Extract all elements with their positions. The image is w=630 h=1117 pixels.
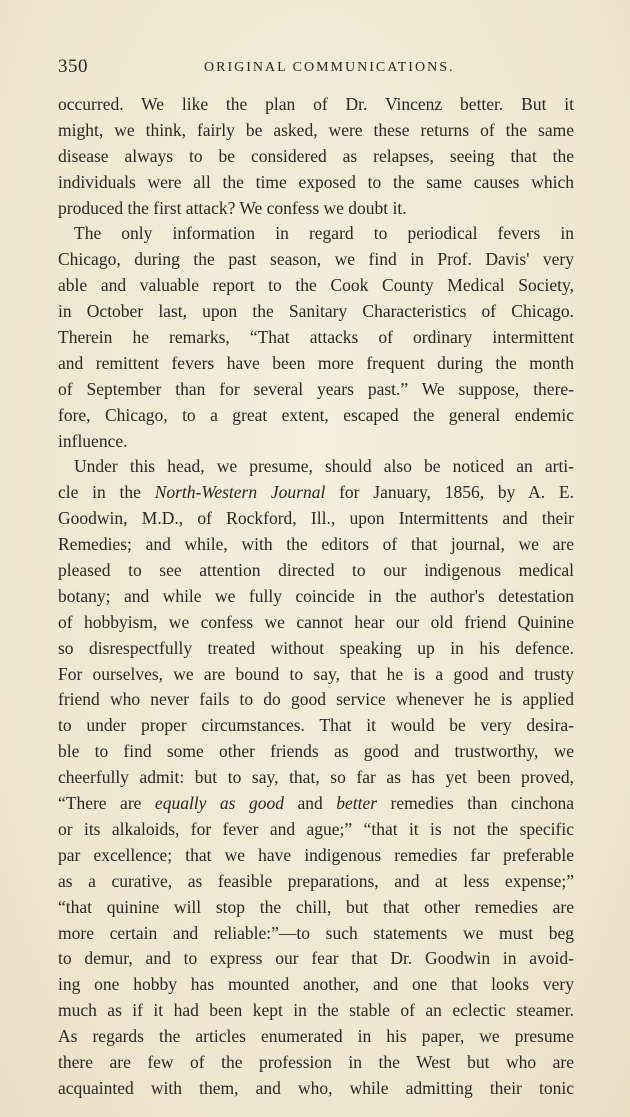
text-line — [58, 791, 574, 817]
text-line: ble to find some other friends as good and trustworthy, we — [58, 741, 574, 762]
text-line: The only information in regard to periodical fevers in — [74, 223, 574, 244]
text-line — [58, 480, 574, 506]
text-line: As regards the articles enumerated in his paper, we presume — [58, 1026, 574, 1047]
text-line: might, we think, fairly be asked, were these returns of the same — [58, 119, 574, 140]
text-line: as a curative, as feasible preparations, and at less expense;” — [58, 870, 574, 891]
text-line: of September than for several years past.” We suppose, there- — [58, 378, 574, 399]
text-line: botany; and while we fully coincide in the author's detestation — [58, 585, 574, 606]
text-line: acquainted with them, and who, while admitting their tonic — [58, 1077, 574, 1098]
text-line: more certain and reliable:”—to such statements we must beg — [58, 922, 574, 943]
emphasis-text: equally as good — [154, 793, 284, 814]
text-line: friend who never fails to do good service whenever he is applied — [58, 689, 574, 710]
text-line: occurred. We like the plan of Dr. Vincenz better. But it — [58, 94, 574, 114]
text-line: and remittent fevers have been more frequent during the month — [58, 352, 574, 373]
emphasis-text: better — [336, 793, 378, 814]
text-line: or its alkaloids, for fever and ague;” “that it is not the specific — [58, 818, 574, 839]
text-line: produced the first attack? We confess we doubt it. — [58, 197, 407, 218]
text-line: ing one hobby has mounted another, and one that looks very — [58, 974, 574, 995]
text-run: for January, 1856, by A. E. — [325, 482, 574, 503]
text-line: cheerfully admit: but to say, that, so far as has yet been proved, — [58, 767, 574, 788]
text-line: pleased to see attention directed to our indigenous medical — [58, 560, 574, 581]
page-header — [58, 56, 578, 80]
text-line: much as if it had been kept in the stable of an eclectic steamer. — [58, 1000, 574, 1021]
text-line: individuals were all the time exposed to the same causes which — [58, 171, 574, 192]
text-line: For ourselves, we are bound to say, that he is a good and trusty — [58, 663, 574, 684]
text-line: to under proper circumstances. That it would be very desira- — [58, 715, 574, 736]
text-line: disease always to be considered as relapses, seeing that the — [58, 145, 574, 166]
text-run: “There are — [58, 793, 155, 814]
text-run: cle in the — [58, 482, 155, 503]
text-run: remedies than cinchona — [377, 793, 574, 814]
running-head: ORIGINAL COMMUNICATIONS. — [204, 60, 455, 75]
text-line: so disrespectfully treated without speaking up in his defence. — [58, 637, 574, 658]
text-line: fore, Chicago, to a great extent, escaped the general endemic — [58, 404, 574, 425]
text-line: of hobbyism, we confess we cannot hear our old friend Quinine — [58, 611, 574, 632]
text-run: and — [283, 793, 337, 814]
text-line: par excellence; that we have indigenous remedies far preferable — [58, 844, 574, 865]
text-line: “that quinine will stop the chill, but that other remedies are — [58, 896, 574, 917]
page-number: 350 — [58, 56, 88, 77]
text-line: able and valuable report to the Cook County Medical Society, — [58, 275, 574, 296]
text-line: there are few of the profession in the West but who are — [58, 1051, 574, 1072]
text-line: Remedies; and while, with the editors of that journal, we are — [58, 534, 574, 555]
body-text — [58, 92, 574, 1102]
text-line: in October last, upon the Sanitary Characteristics of Chicago. — [58, 301, 574, 322]
text-line: Under this head, we presume, should also be noticed an arti- — [74, 456, 574, 477]
text-line: to demur, and to express our fear that Dr. Goodwin in avoid- — [58, 948, 574, 969]
journal-title: North-Western Journal — [154, 482, 326, 503]
text-line: influence. — [58, 430, 128, 451]
text-line: Therein he remarks, “That attacks of ordinary intermittent — [58, 327, 574, 348]
text-line: Goodwin, M.D., of Rockford, Ill., upon Intermittents and their — [58, 508, 574, 529]
text-line: Chicago, during the past season, we find in Prof. Davis' very — [58, 249, 574, 270]
